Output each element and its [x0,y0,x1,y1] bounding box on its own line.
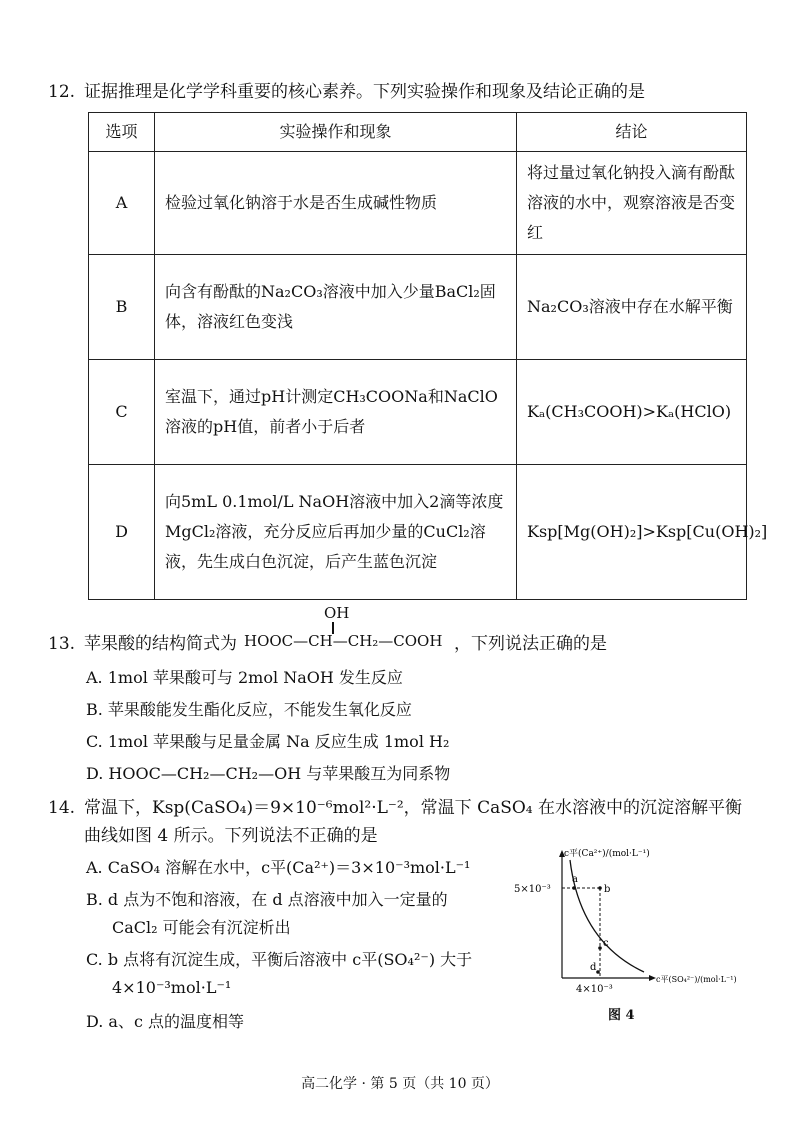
point-b-marker [598,886,602,890]
question-number: 14. [48,798,76,818]
experiment-table [88,112,768,600]
table-header: 选项 [89,113,155,152]
conclusion-cell: Ksp[Mg(OH)₂]>Ksp[Cu(OH)₂] [517,465,747,600]
y-tick-label: 5×10⁻³ [514,884,551,895]
operation-cell: 向含有酚酞的Na₂CO₃溶液中加入少量BaCl₂固体，溶液红色变浅 [155,255,517,360]
carbon-chain: HOOC—CH—CH₂—COOH [244,632,443,650]
answer-option[interactable]: B. 苹果酸能发生酯化反应，不能发生氧化反应 [86,700,412,719]
operation-cell: 检验过氧化钠溶于水是否生成碱性物质 [155,152,517,255]
page-footer: 高二化学 · 第 5 页（共 10 页） [301,1076,499,1092]
question-text: 苹果酸的结构简式为 [84,634,237,654]
y-axis-label: c平(Ca²⁺)/(mol·L⁻¹) [564,849,650,859]
point-label: a [572,874,578,885]
hydroxyl-group: OH [324,604,350,622]
question-text: 证据推理是化学学科重要的核心素养。下列实验操作和现象及结论正确的是 [84,82,645,102]
table-header: 结论 [517,113,747,152]
table-header: 实验操作和现象 [155,113,517,152]
point-a-marker [572,886,576,890]
conclusion-cell: Kₐ(CH₃COOH)>Kₐ(HClO) [517,360,747,465]
table-header-row [89,113,747,152]
question-number: 13. [48,634,76,654]
point-label: b [604,884,611,895]
x-tick-label: 4×10⁻³ [576,984,613,995]
x-axis-arrow-icon [649,975,656,981]
question-number: 12. [48,82,76,102]
option-cell: D [89,465,155,600]
question-14-stem [48,796,742,820]
conclusion-cell: 将过量过氧化钠投入滴有酚酞溶液的水中，观察溶液是否变红 [517,152,747,255]
point-label: d [590,962,597,973]
question-12-stem [48,80,645,104]
equilibrium-curve [570,860,644,972]
table-row [89,465,747,600]
option-cell: A [89,152,155,255]
answer-option[interactable]: D. a、c 点的温度相等 [86,1012,245,1031]
question-14-stem-line2: 曲线如图 4 所示。下列说法不正确的是 [84,826,378,846]
option-cell: C [89,360,155,465]
conclusion-cell: Na₂CO₃溶液中存在水解平衡 [517,255,747,360]
operation-cell: 向5mL 0.1mol/L NaOH溶液中加入2滴等浓度MgCl₂溶液，充分反应后再加少量的CuCl₂溶液，先生成白色沉淀，后产生蓝色沉淀 [155,465,517,600]
x-axis-label: c平(SO₄²⁻)/(mol·L⁻¹) [656,975,737,984]
table-row [89,255,747,360]
answer-option[interactable]: C. 1mol 苹果酸与足量金属 Na 反应生成 1mol H₂ [86,732,450,751]
table-row [89,152,747,255]
question-13-stem [48,632,237,656]
option-cell: B [89,255,155,360]
answer-option[interactable]: A. 1mol 苹果酸可与 2mol NaOH 发生反应 [86,668,403,687]
figure-caption: 图 4 [608,1008,635,1023]
answer-option[interactable]: B. d 点为不饱和溶液，在 d 点溶液中加入一定量的 [86,890,448,909]
point-d-marker [596,970,600,974]
table-row [89,360,747,465]
question-13-stem-tail: ，下列说法正确的是 [454,634,607,654]
point-label: c [603,938,609,949]
answer-option-continued: 4×10⁻³mol·L⁻¹ [112,978,232,997]
operation-cell: 室温下，通过pH计测定CH₃COONa和NaClO溶液的pH值，前者小于后者 [155,360,517,465]
point-c-marker [598,946,602,950]
answer-option[interactable]: A. CaSO₄ 溶解在水中，c平(Ca²⁺)＝3×10⁻³mol·L⁻¹ [86,858,471,877]
answer-option[interactable]: D. HOOC—CH₂—CH₂—OH 与苹果酸互为同系物 [86,764,451,783]
figure-4-graph [510,846,760,996]
answer-option-continued: CaCl₂ 可能会有沉淀析出 [112,918,291,937]
question-text: 常温下，Ksp(CaSO₄)＝9×10⁻⁶mol²·L⁻²，常温下 CaSO₄ 在水溶液中的沉淀溶解平衡 [84,798,743,818]
answer-option[interactable]: C. b 点将有沉淀生成，平衡后溶液中 c平(SO₄²⁻) 大于 [86,950,473,969]
